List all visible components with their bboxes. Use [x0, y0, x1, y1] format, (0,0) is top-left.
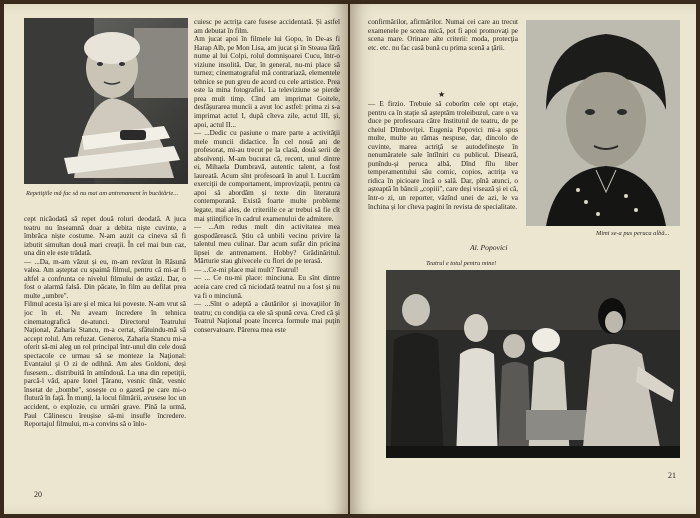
woman-ironing-photo [24, 18, 188, 184]
stage-scene-photo [386, 270, 680, 458]
right-page [350, 4, 696, 514]
author-signature: Al. Popovici [470, 243, 508, 252]
stage-scene-image [386, 270, 680, 458]
portrait-wig-image [526, 20, 680, 226]
right-page-column-1-second: — E firzio. Trebuie să coborîm cele opt etaje, pentru ca în staţie să așteptăm troleibuzul, care o va duce pe profesoara către Institutul de teatru, de pe cheiul Dîmboviţei. Eugenia Popovici mi-a spus multe, multe au rămas nespuse, dar, dincolo de cuvinte, marea actriţă se autodefinește în nenumăratele sale întîlniri cu publicul. Diseară, punîndu-și peruca albă, Dînd fîlu liber temperamentului său comic, copios, actriţa va ridica în picioare încă o sală. Dar, pînă atunci, o așteaptă în băncii „copiii", care deși visează și ei că, într-o zi, un reporter, văzînd unei de azi, le va închina și lor cîteva pagini în revista de specialitate. [368, 100, 518, 211]
left-page-column-1: cept nicăodată să repet două roluri deodată. A juca teatru nu înseamnă doar a debita niște cuvinte, a îmbrăca niște costume. N-am auzit ca cineva să fi izbutit simultan două mari creaţii. În cel mai bun caz, una din ele este trădată. — ...Da, m-am văzut și eu, m-am revăzut în Răsună valea. Am așteptat cu spaimă filmul, pentru că mi-ar fi altfel a confrunta ce nivelul filmului de astăzi. Dar, o fost o alarmă falsă. Din păcate, în film au defilat prea multe „umbre". Filmul acesta își are și el mica lui poveste. N-am vrut să joc în el. Nu aveam încredere în tehnica cinematografică de-atunci. Directorul Teatrului Naţional, Zaharia Stancu, m-a certat, sfătuindu-mă să accept rolul. Am refuzat. Generos, Zaharia Stancu mi-a oferit să-mi aleg un rol principal într-unul din cele două spectacole ce urmau să se monteze la Naţional: Evantaiul și O zi de odihnă. Am ales Goldoni, deși fusesem... distribuită în amîndouă. La una din repetiţii, parcă-l văd, apare Ionel Ţăranu, vesnic tînăr, vesnic însetat de „bombe", sosește cu o gazetă pe care mi-o flutură în faţă. În munţi, la locul filmării, avusese loc un accident, o explozie, cu urmări grave. Pînă la urmă, Paul Călinescu îreușise să-mi insufle încredere. Reportajul filmului, m-a convins să o înlo- [24, 215, 186, 429]
left-page-column-2: cuiesc pe actriţa care fusese accidentată. Și astfel am debutat în film. Am jucat apoi în filmele lui Gopo, în De-as fi Harap Alb, pe Mon Lisa, am jucat și în Steaua fără nume al lui Colpi, rolul domnișoarei Cucu, într-o viziune insolită. Dar, în general, nu-mi place să turnez; cinematograful mă contrariază, elementele tehnice se pun greu de acord cu cele artistice. Prea este la mina fotografiei. La televiziune se pierde prea mult timp. Cînd am imprimat Goitele, desfășurarea muncii a avut loc astfel: prima zi s-a imprimat actul I, după cîteva zile, actul III, și, apoi, actul II... — ...Dedic cu pasiune o mare parte a activităţii mele muncii didactice. În cel nouă ani de profesorat, mi-au trecut pe la clasă, două serii de absolvenţi. M-am bucurat că, recent, unul dintre ei, Mihaela Dumbravă, autentic talent, a fost laureată. Acum sînt profesoară în anul I. Lucrăm exerciţii de comportament, improvizaţii, pentru ca apoi să abordăm și texte din literatura contemporană. Există foarte multe probleme legate, mai ales, de criteriile ce ar trebui să fie cît mai științifice în cadrul examenului de admitere. — ...Am redus mult din activitatea mea gospodărească. Știu că unbili vecinu privire la talentul meu culinar. Dar acum sufăr din pricina lipsei de antrenament. Hobby? Grădinăritul. Mărturie stau ghivecele cu flori de pe terasă. — ...Ce-mi place mai mult? Teatrul! — ... Ce nu-mi place: minciuna. Eu sînt dintre aceia care cred că niciodată teatrul nu a fost și nu va fi o minciună. — ...Sînt o adeptă a căutărilor și inovaţiilor în teatru; cu condiţia ca ele să spună ceva. Cred că și Teatrul Naţional poate încerca formule mai puţin conservatoare. Părerea mea este [194, 18, 340, 334]
ironing-photo-caption: Repetiţiile mă fac să nu mai am antrenament în bucătărie... [26, 190, 179, 197]
magazine-spread [4, 4, 696, 514]
portrait-wig-photo [526, 20, 680, 226]
section-star: ★ [438, 90, 446, 99]
left-page-number: 20 [34, 490, 42, 499]
left-page [4, 4, 348, 514]
right-page-column-1-top: confirmărilor, afirmărilor. Numai cei care au trecut examenele pe scena mică, pot fi apoi promovaţi pe scena mare. Orinare alte criterii: moda, protecţia etc. etc. nu fac casă bună cu prima scenă a ţării. [368, 18, 518, 52]
right-page-number: 21 [668, 471, 676, 480]
portrait-caption: Mimi se-a pus peruca albă... [596, 230, 670, 237]
stage-photo-caption: Teatrul e totul pentru mine! [426, 260, 497, 267]
woman-ironing-image [24, 18, 188, 184]
